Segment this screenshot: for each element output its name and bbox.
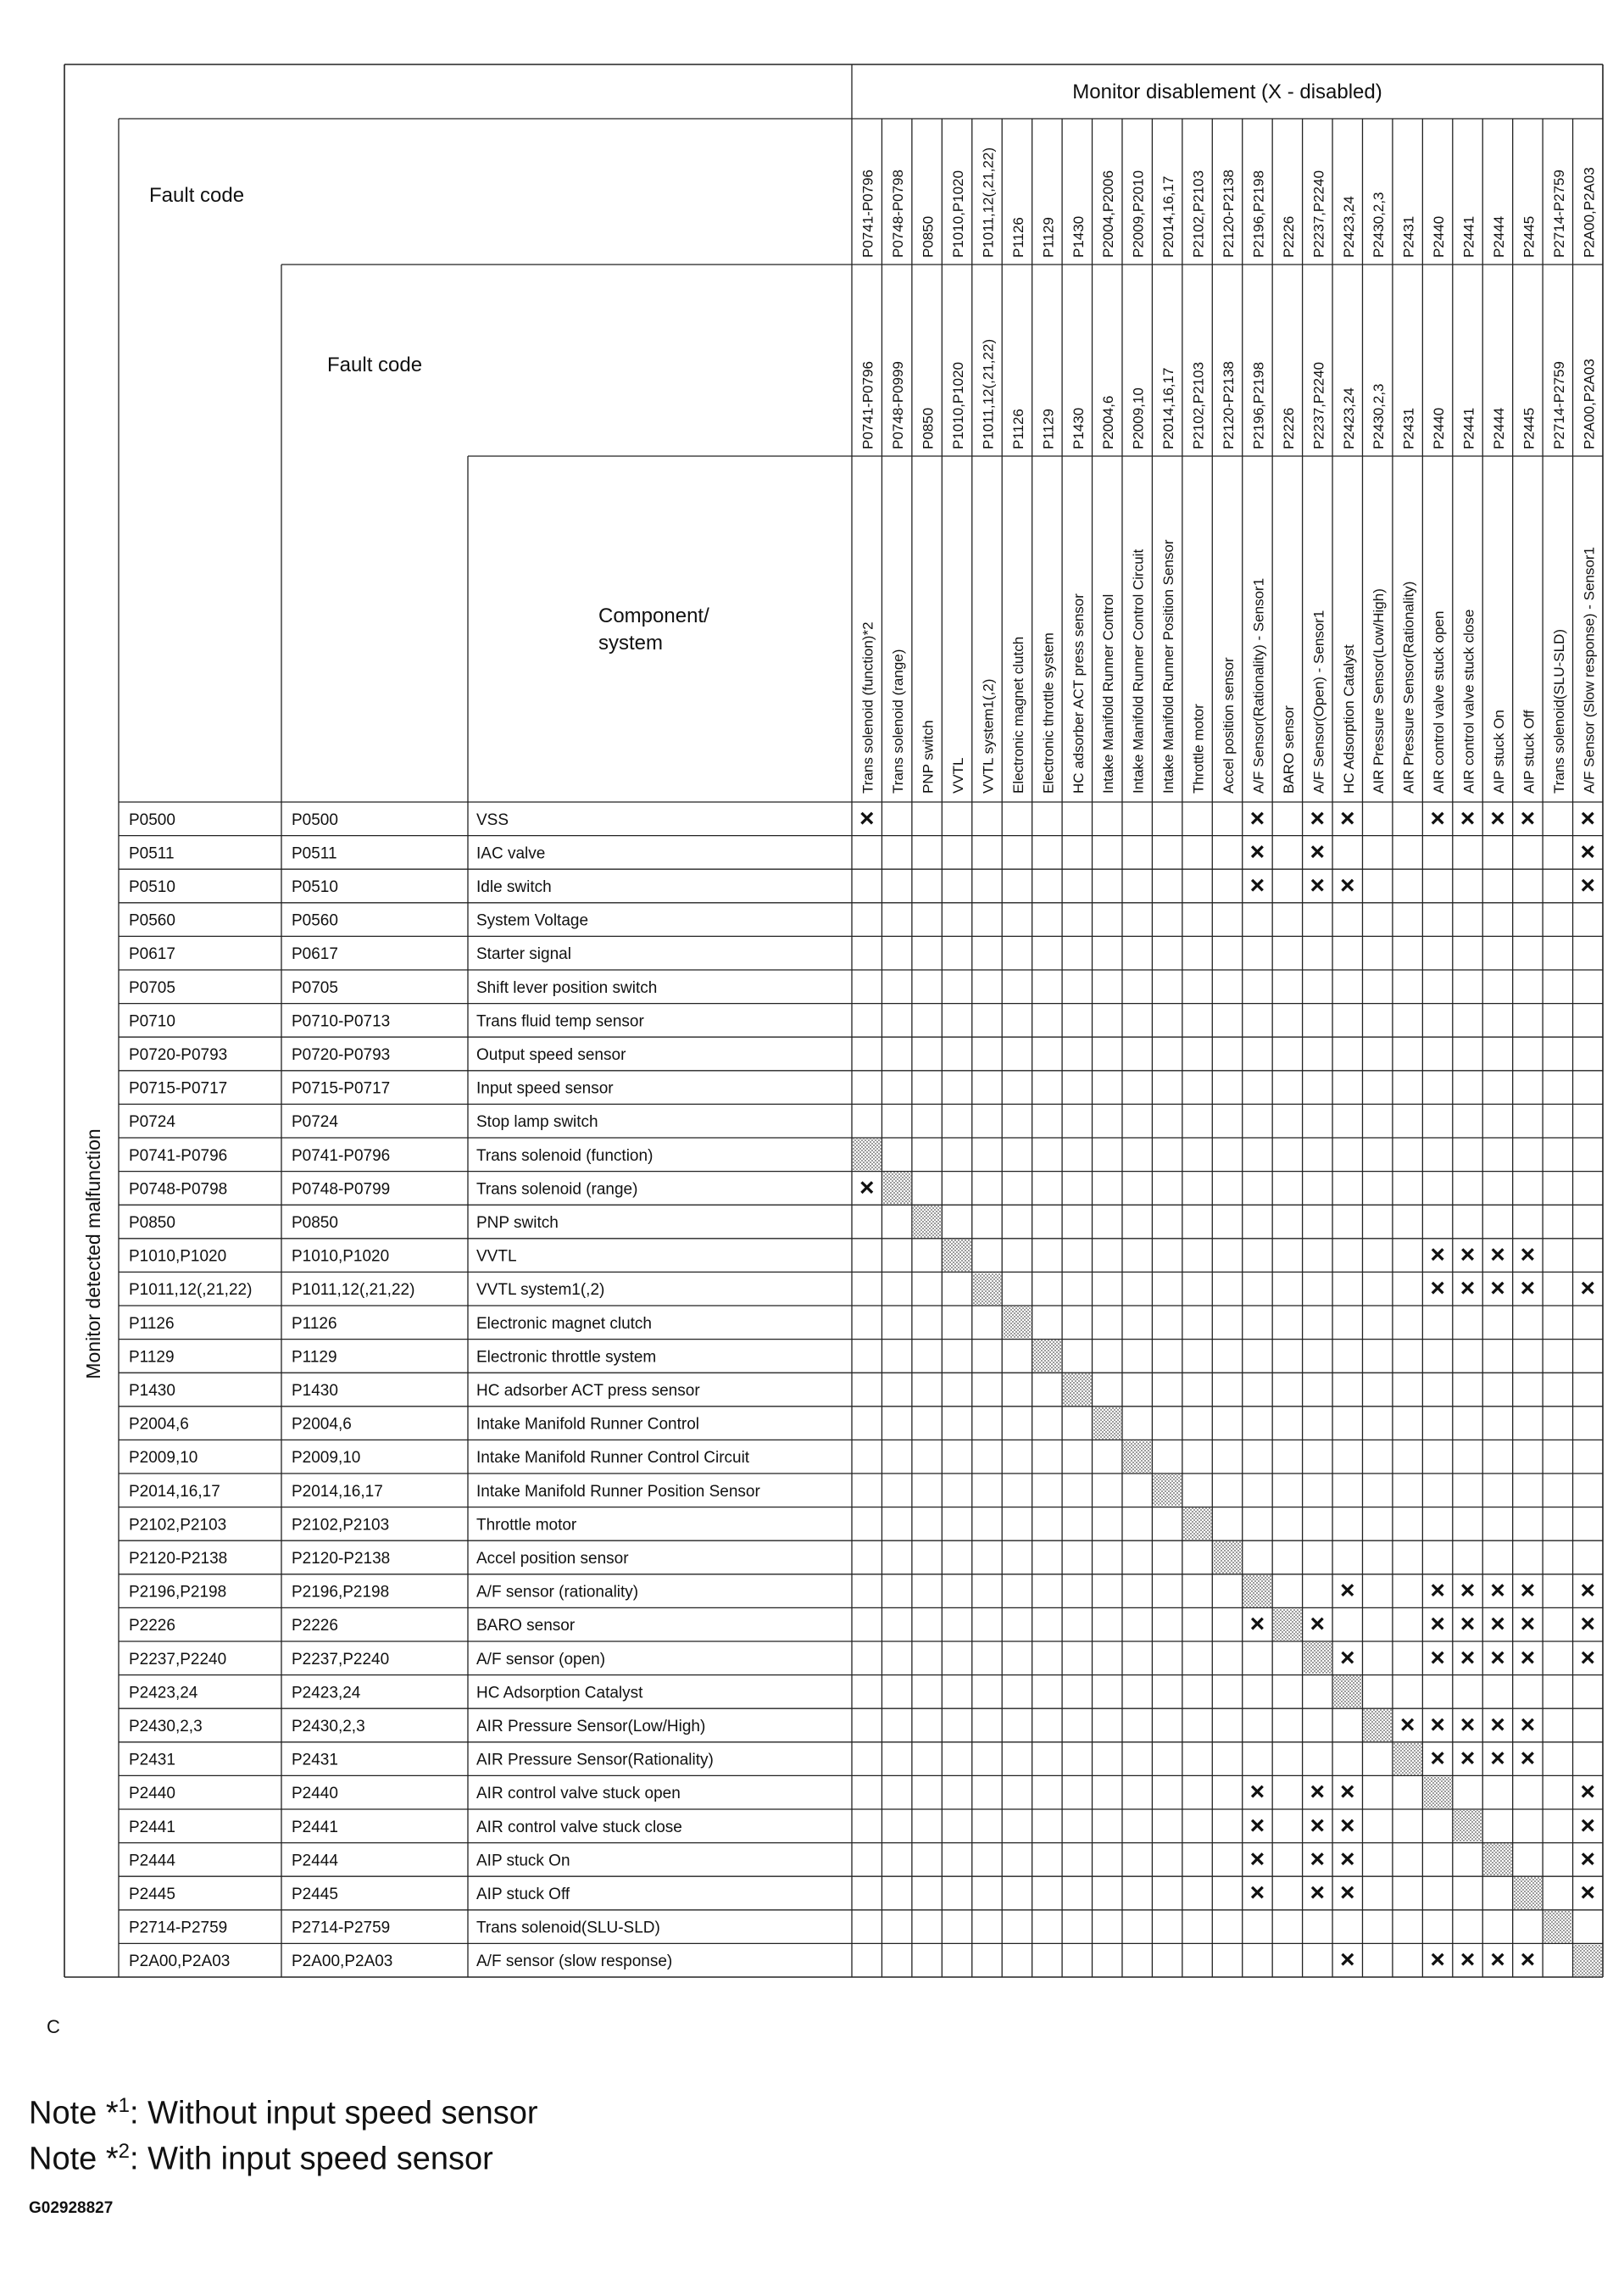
row-fault-code-2: P2430,2,3 (292, 1718, 365, 1735)
column-code-1: P1011,12(,21,22) (980, 147, 997, 258)
shaded-self-cell (1363, 1709, 1391, 1741)
shaded-self-cell (1423, 1776, 1451, 1808)
row-component: VSS (476, 811, 509, 829)
disabled-mark: × (1249, 872, 1265, 900)
row-component: AIR Pressure Sensor(Low/High) (476, 1718, 706, 1735)
disabled-mark: × (1310, 1879, 1326, 1907)
column-component: AIP stuck On (1490, 710, 1507, 794)
shaded-self-cell (1304, 1642, 1332, 1674)
row-fault-code-2: P2714-P2759 (292, 1919, 391, 1937)
disabled-mark: × (1460, 804, 1476, 833)
shaded-self-cell (1333, 1676, 1361, 1708)
disabled-mark: × (1580, 1576, 1596, 1605)
figure-letter: C (47, 2016, 60, 2037)
disabled-mark: × (1580, 1643, 1596, 1672)
disabled-mark: × (1520, 1240, 1536, 1269)
document-id: G02928827 (29, 2199, 114, 2217)
column-code-2: P0741-P0796 (859, 361, 876, 449)
shaded-self-cell (853, 1139, 881, 1171)
row-component: Electronic throttle system (476, 1348, 657, 1367)
row-fault-code: P2423,24 (129, 1684, 198, 1702)
disabled-mark: × (1580, 1610, 1596, 1639)
row-fault-code: P0500 (129, 811, 175, 829)
shaded-self-cell (1183, 1508, 1211, 1540)
row-fault-code-2: P2196,P2198 (292, 1583, 390, 1602)
row-component: AIR control valve stuck close (476, 1818, 682, 1836)
row-fault-code-2: P2445 (292, 1886, 338, 1903)
column-code-2: P2004,6 (1100, 395, 1117, 449)
row-fault-code: P2714-P2759 (129, 1919, 228, 1937)
column-component: Accel position sensor (1221, 657, 1237, 794)
disabled-mark: × (1339, 1879, 1355, 1907)
disabled-mark: × (1580, 1845, 1596, 1874)
column-component: VVTL system1(,2) (980, 678, 997, 794)
row-fault-code-2: P0510 (292, 878, 338, 896)
column-code-2: P1430 (1070, 407, 1087, 449)
row-component: Electronic magnet clutch (476, 1314, 652, 1333)
fault-code-header-1: Fault code (149, 184, 245, 207)
disabled-mark: × (1310, 838, 1326, 866)
table-text (82, 81, 1597, 1974)
disabled-mark: × (1460, 1946, 1476, 1975)
column-component: VVTL (950, 757, 967, 794)
row-fault-code: P0510 (129, 878, 175, 896)
column-component: BARO sensor (1280, 705, 1297, 794)
disabled-mark: × (1490, 1946, 1505, 1975)
shaded-self-cell (1514, 1877, 1542, 1909)
disabled-mark: × (1520, 1576, 1536, 1605)
row-fault-code-2: P0560 (292, 911, 338, 930)
row-fault-code: P2441 (129, 1818, 175, 1836)
row-component: AIR Pressure Sensor(Rationality) (476, 1751, 714, 1769)
column-code-1: P0741-P0796 (859, 170, 876, 258)
row-fault-code: P0511 (129, 844, 175, 863)
row-component: A/F sensor (open) (476, 1650, 606, 1668)
row-fault-code: P2102,P2103 (129, 1516, 227, 1535)
disabled-mark: × (1249, 804, 1265, 833)
disabled-mark: × (1460, 1274, 1476, 1303)
disabled-mark: × (1490, 1576, 1505, 1605)
fault-code-header-2: Fault code (327, 354, 423, 376)
column-component: AIP stuck Off (1521, 710, 1538, 794)
side-label-monitor-detected: Monitor detected malfunction (82, 1128, 104, 1379)
row-fault-code-2: P0748-P0799 (292, 1180, 391, 1199)
column-component: HC adsorber ACT press sensor (1070, 593, 1087, 794)
disabled-mark: × (1249, 1778, 1265, 1807)
row-fault-code-2: P0511 (292, 844, 337, 863)
row-fault-code-2: P2441 (292, 1818, 338, 1836)
row-fault-code-2: P0705 (292, 978, 338, 997)
disabled-mark: × (859, 1173, 875, 1202)
disabled-mark: × (1490, 1711, 1505, 1739)
row-fault-code: P2A00,P2A03 (129, 1953, 231, 1971)
disabled-mark: × (1430, 1240, 1445, 1269)
disabled-mark: × (1460, 1576, 1476, 1605)
shaded-self-cell (1063, 1373, 1091, 1406)
row-fault-code: P0720-P0793 (129, 1046, 228, 1064)
disabled-mark: × (1430, 1711, 1445, 1739)
column-component: HC Adsorption Catalyst (1340, 644, 1357, 794)
column-code-2: P2196,P2198 (1250, 361, 1267, 449)
column-code-1: P2237,P2240 (1310, 170, 1327, 258)
column-component: Intake Manifold Runner Control Circuit (1130, 549, 1147, 794)
disabled-mark: × (1339, 1845, 1355, 1874)
row-fault-code: P2444 (129, 1852, 175, 1870)
disabled-mark: × (1520, 1711, 1536, 1739)
row-fault-code-2: P2009,10 (292, 1449, 361, 1468)
disabled-mark: × (1580, 1778, 1596, 1807)
row-fault-code-2: P1129 (292, 1348, 337, 1367)
note-1: Note *$^1$: Without input speed sensor (29, 2094, 538, 2131)
disabled-mark: × (1460, 1643, 1476, 1672)
disabled-mark: × (1310, 1610, 1326, 1639)
column-code-1: P2445 (1521, 215, 1538, 258)
shaded-self-cell (1033, 1340, 1061, 1373)
row-component: IAC valve (476, 844, 546, 863)
disabled-mark: × (1580, 838, 1596, 866)
column-code-2: P0748-P0999 (890, 361, 907, 449)
row-component: Input speed sensor (476, 1079, 614, 1098)
row-component: Intake Manifold Runner Control (476, 1415, 699, 1434)
row-fault-code: P2009,10 (129, 1449, 198, 1468)
disabled-mark: × (1430, 1946, 1445, 1975)
disabled-mark: × (1310, 872, 1326, 900)
disabled-mark: × (1430, 1610, 1445, 1639)
shaded-self-cell (1093, 1407, 1121, 1440)
column-code-1: P0748-P0798 (890, 170, 907, 258)
row-fault-code-2: P0500 (292, 811, 338, 829)
row-component: VVTL system1(,2) (476, 1281, 605, 1300)
disabled-mark: × (1430, 1274, 1445, 1303)
disabled-mark: × (1339, 1576, 1355, 1605)
row-fault-code-2: P1126 (292, 1314, 337, 1333)
column-code-2: P2120-P2138 (1221, 361, 1237, 449)
column-component: Trans solenoid(SLU-SLD) (1550, 629, 1567, 794)
row-fault-code-2: P2226 (292, 1617, 338, 1635)
disabled-mark: × (1249, 838, 1265, 866)
disabled-mark: × (1580, 1879, 1596, 1907)
column-code-1: P2009,P2010 (1130, 170, 1147, 258)
shaded-self-cell (913, 1206, 941, 1238)
disabled-mark: × (1520, 1610, 1536, 1639)
row-fault-code-2: P0710-P0713 (292, 1012, 391, 1031)
column-code-2: P2441 (1460, 407, 1477, 449)
row-component: Intake Manifold Runner Control Circuit (476, 1449, 750, 1468)
disabled-mark: × (1520, 1744, 1536, 1773)
shaded-self-cell (1003, 1306, 1031, 1339)
row-fault-code-2: P1011,12(,21,22) (292, 1281, 415, 1300)
row-fault-code-2: P2014,16,17 (292, 1482, 383, 1501)
row-component: PNP switch (476, 1214, 559, 1232)
column-code-1: P2004,P2006 (1100, 170, 1117, 258)
column-code-2: P2237,P2240 (1310, 361, 1327, 449)
column-code-2: P1129 (1040, 409, 1057, 449)
column-code-1: P2444 (1490, 215, 1507, 258)
row-fault-code: P1430 (129, 1382, 175, 1400)
row-fault-code: P2445 (129, 1886, 175, 1903)
shaded-self-cell (1243, 1575, 1271, 1607)
row-fault-code: P0850 (129, 1214, 175, 1232)
row-fault-code: P0748-P0798 (129, 1180, 228, 1199)
row-fault-code: P0617 (129, 945, 175, 964)
column-code-1: P2441 (1460, 215, 1477, 258)
column-component: Intake Manifold Runner Control (1100, 593, 1117, 794)
row-fault-code-2: P0724 (292, 1113, 338, 1132)
column-code-2: P1011,12(,21,22) (980, 338, 997, 449)
component-header-line2: system (598, 632, 664, 655)
disabled-mark: × (1580, 1274, 1596, 1303)
row-component: A/F sensor (rationality) (476, 1583, 639, 1602)
shaded-self-cell (1543, 1911, 1571, 1943)
note-2: Note *$^2$: With input speed sensor (29, 2140, 493, 2177)
disabled-mark: × (1520, 1643, 1536, 1672)
component-header-line1: Component/ (598, 604, 709, 627)
column-code-1: P2196,P2198 (1250, 170, 1267, 258)
column-code-2: P2445 (1521, 407, 1538, 449)
column-component: A/F Sensor(Rationality) - Sensor1 (1250, 577, 1267, 794)
row-component: Trans solenoid(SLU-SLD) (476, 1919, 660, 1937)
row-component: AIP stuck On (476, 1852, 570, 1870)
column-code-1: P2423,24 (1340, 196, 1357, 258)
row-fault-code-2: P1430 (292, 1382, 338, 1400)
row-component: System Voltage (476, 911, 589, 930)
column-component: PNP switch (920, 720, 937, 794)
disabled-mark: × (1249, 1879, 1265, 1907)
row-fault-code: P2004,6 (129, 1415, 189, 1434)
shaded-self-cell (973, 1273, 1001, 1305)
column-code-1: P2120-P2138 (1221, 170, 1237, 258)
row-component: HC Adsorption Catalyst (476, 1684, 643, 1702)
column-code-2: P2430,2,3 (1371, 383, 1388, 449)
row-fault-code-2: P0850 (292, 1214, 338, 1232)
disabled-mark: × (1490, 1240, 1505, 1269)
row-component: Stop lamp switch (476, 1113, 598, 1132)
column-code-1: P1129 (1040, 217, 1057, 258)
disabled-mark: × (1249, 1610, 1265, 1639)
column-component: Throttle motor (1190, 704, 1207, 794)
row-fault-code: P2226 (129, 1617, 175, 1635)
row-component: Trans fluid temp sensor (476, 1012, 644, 1031)
disabled-mark: × (1490, 1744, 1505, 1773)
column-code-1: P2440 (1431, 215, 1448, 258)
row-fault-code: P2440 (129, 1785, 175, 1803)
shaded-self-cell (1574, 1944, 1602, 1976)
disabled-mark: × (1339, 1811, 1355, 1840)
row-component: AIP stuck Off (476, 1886, 570, 1903)
row-fault-code-2: P2120-P2138 (292, 1550, 391, 1568)
disabled-mark: × (1339, 1946, 1355, 1975)
disabled-mark: × (1460, 1610, 1476, 1639)
shaded-self-cell (1483, 1844, 1511, 1876)
column-code-2: P0850 (920, 407, 937, 449)
column-component: AIR Pressure Sensor(Low/High) (1371, 588, 1388, 794)
column-code-1: P1126 (1009, 217, 1026, 258)
column-code-1: P2430,2,3 (1371, 192, 1388, 258)
row-component: Starter signal (476, 945, 571, 964)
column-code-2: P2226 (1280, 407, 1297, 449)
column-component: AIR control valve stuck close (1460, 609, 1477, 794)
row-fault-code: P1010,P1020 (129, 1247, 227, 1266)
row-fault-code-2: P2A00,P2A03 (292, 1953, 393, 1971)
row-fault-code-2: P2440 (292, 1785, 338, 1803)
disabled-mark: × (1339, 804, 1355, 833)
column-component: AIR Pressure Sensor(Rationality) (1400, 581, 1417, 794)
column-code-1: P1010,P1020 (950, 170, 967, 258)
row-component: Throttle motor (476, 1516, 577, 1535)
shaded-self-cell (1273, 1608, 1301, 1641)
shaded-self-cell (943, 1239, 971, 1272)
row-component: Idle switch (476, 878, 552, 896)
row-fault-code-2: P0741-P0796 (292, 1146, 391, 1165)
disabled-mark: × (1430, 1744, 1445, 1773)
column-component: Electronic throttle system (1040, 632, 1057, 794)
row-fault-code: P1126 (129, 1314, 175, 1333)
disabled-mark: × (1339, 1643, 1355, 1672)
row-fault-code-2: P0617 (292, 945, 338, 964)
row-fault-code: P2120-P2138 (129, 1550, 228, 1568)
row-fault-code: P2431 (129, 1751, 175, 1769)
row-fault-code-2: P0720-P0793 (292, 1046, 391, 1064)
row-fault-code: P0741-P0796 (129, 1146, 228, 1165)
column-code-1: P2714-P2759 (1550, 170, 1567, 258)
column-component: A/F Sensor (Slow response) - Sensor1 (1581, 546, 1598, 794)
row-fault-code-2: P2444 (292, 1852, 338, 1870)
row-fault-code: P1129 (129, 1348, 175, 1367)
row-component: Trans solenoid (function) (476, 1146, 653, 1165)
column-code-1: P2226 (1280, 215, 1297, 258)
row-fault-code: P1011,12(,21,22) (129, 1281, 253, 1300)
column-code-1: P2014,16,17 (1160, 175, 1177, 258)
column-component: AIR control valve stuck open (1431, 610, 1448, 794)
disabled-mark: × (1339, 1778, 1355, 1807)
row-component: HC adsorber ACT press sensor (476, 1382, 700, 1400)
disabled-mark: × (1490, 1643, 1505, 1672)
column-component: Electronic magnet clutch (1009, 636, 1026, 794)
disabled-mark: × (1310, 804, 1326, 833)
row-component: Trans solenoid (range) (476, 1180, 638, 1199)
disabled-mark: × (1339, 872, 1355, 900)
disabled-mark: × (1580, 1811, 1596, 1840)
disabled-mark: × (1520, 804, 1536, 833)
row-fault-code-2: P2423,24 (292, 1684, 361, 1702)
shaded-self-cell (1213, 1541, 1241, 1574)
shaded-self-cell (1153, 1474, 1181, 1507)
column-component: Intake Manifold Runner Position Sensor (1160, 539, 1177, 794)
row-fault-code-2: P2237,P2240 (292, 1650, 390, 1668)
row-component: Shift lever position switch (476, 978, 658, 997)
row-fault-code: P0715-P0717 (129, 1079, 228, 1098)
column-code-2: P2431 (1400, 407, 1417, 449)
disabled-mark: × (1249, 1811, 1265, 1840)
shaded-self-cell (1123, 1440, 1151, 1473)
column-code-2: P2014,16,17 (1160, 367, 1177, 449)
row-component: Intake Manifold Runner Position Sensor (476, 1482, 760, 1501)
disabled-mark: × (1310, 1811, 1326, 1840)
column-code-2: P2423,24 (1340, 387, 1357, 449)
column-code-1: P2431 (1400, 215, 1417, 258)
column-code-2: P2009,10 (1130, 387, 1147, 449)
disabled-mark: × (1580, 872, 1596, 900)
row-fault-code: P2196,P2198 (129, 1583, 227, 1602)
disabled-mark: × (1430, 1576, 1445, 1605)
row-component: AIR control valve stuck open (476, 1785, 681, 1803)
shaded-self-cell (882, 1173, 910, 1205)
row-fault-code: P2430,2,3 (129, 1718, 203, 1735)
column-code-2: P1126 (1009, 409, 1026, 449)
disabled-mark: × (1490, 804, 1505, 833)
row-fault-code: P2237,P2240 (129, 1650, 227, 1668)
row-fault-code: P0705 (129, 978, 175, 997)
column-code-2: P2714-P2759 (1550, 361, 1567, 449)
column-code-1: P2A00,P2A03 (1581, 167, 1598, 258)
row-component: BARO sensor (476, 1617, 576, 1635)
row-component: Output speed sensor (476, 1046, 626, 1064)
disabled-mark: × (1490, 1274, 1505, 1303)
disabled-mark: × (1460, 1240, 1476, 1269)
disabled-mark: × (1460, 1744, 1476, 1773)
row-component: Accel position sensor (476, 1550, 629, 1568)
disabled-mark: × (1399, 1711, 1415, 1739)
disabled-mark: × (859, 804, 875, 833)
shaded-self-cell (1454, 1810, 1482, 1842)
row-fault-code: P0560 (129, 911, 175, 930)
row-fault-code: P2014,16,17 (129, 1482, 220, 1501)
column-code-2: P2102,P2103 (1190, 361, 1207, 449)
row-component: VVTL (476, 1247, 517, 1266)
column-code-2: P2444 (1490, 407, 1507, 449)
disabled-mark: × (1430, 804, 1445, 833)
column-code-1: P0850 (920, 215, 937, 258)
disabled-mark: × (1580, 804, 1596, 833)
row-fault-code-2: P2004,6 (292, 1415, 352, 1434)
disabled-mark: × (1520, 1946, 1536, 1975)
column-code-2: P2A00,P2A03 (1581, 359, 1598, 449)
row-component: A/F sensor (slow response) (476, 1953, 673, 1971)
column-code-1: P1430 (1070, 215, 1087, 258)
matrix-header-title: Monitor disablement (X - disabled) (1072, 81, 1382, 103)
column-code-2: P1010,P1020 (950, 361, 967, 449)
disabled-mark: × (1310, 1778, 1326, 1807)
disabled-mark: × (1490, 1610, 1505, 1639)
row-fault-code: P0710 (129, 1012, 175, 1031)
disabled-mark: × (1430, 1643, 1445, 1672)
row-fault-code-2: P2102,P2103 (292, 1516, 390, 1535)
column-component: Trans solenoid (range) (890, 649, 907, 794)
column-code-1: P2102,P2103 (1190, 170, 1207, 258)
disabled-mark: × (1460, 1711, 1476, 1739)
column-component: A/F Sensor(Open) - Sensor1 (1310, 610, 1327, 794)
row-fault-code-2: P2431 (292, 1751, 338, 1769)
row-fault-code-2: P0715-P0717 (292, 1079, 391, 1098)
disabled-mark: × (1249, 1845, 1265, 1874)
shaded-self-cell (1393, 1743, 1421, 1775)
column-component: Trans solenoid (function)*2 (859, 621, 876, 794)
row-fault-code-2: P1010,P1020 (292, 1247, 390, 1266)
disabled-mark: × (1520, 1274, 1536, 1303)
disabled-mark: × (1310, 1845, 1326, 1874)
column-code-2: P2440 (1431, 407, 1448, 449)
row-fault-code: P0724 (129, 1113, 175, 1132)
